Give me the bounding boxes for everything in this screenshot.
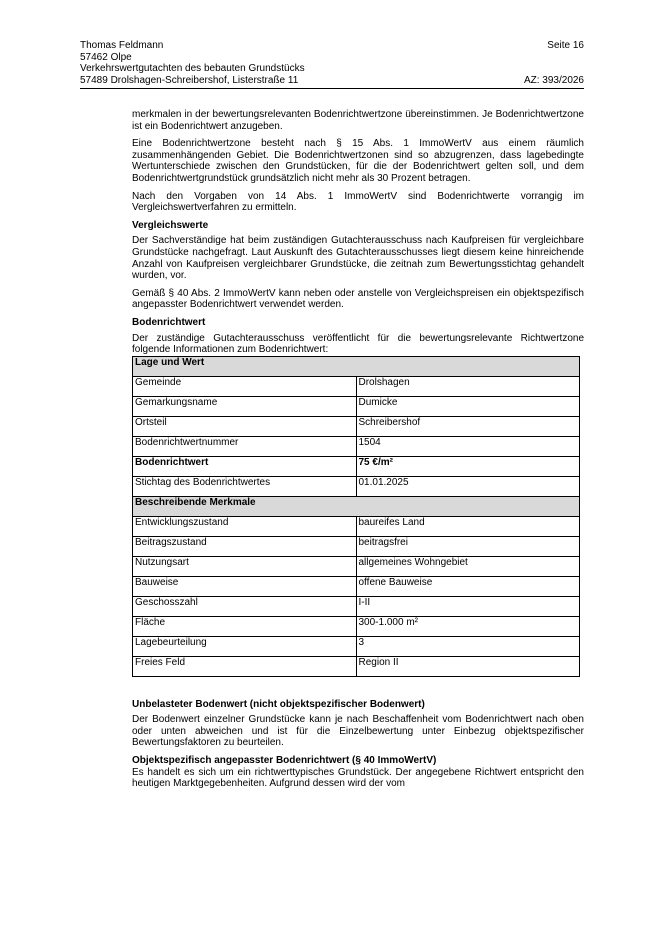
row-label: Entwicklungszustand bbox=[133, 516, 357, 536]
table-row bbox=[133, 576, 580, 596]
table-row bbox=[133, 456, 580, 476]
page-content bbox=[132, 109, 584, 796]
paragraph-8: Es handelt es sich um ein richtwerttypisches Grundstück. Der angegebene Richtwert entspricht den heutigen Marktgegebenheiten. Aufgrund dessen wird der vom bbox=[132, 766, 584, 790]
bodenrichtwert-table bbox=[132, 356, 580, 677]
row-label: Bodenrichtwertnummer bbox=[133, 436, 357, 456]
header-row-4 bbox=[80, 75, 584, 87]
table-row bbox=[133, 516, 580, 536]
row-label: Lagebeurteilung bbox=[133, 636, 357, 656]
row-value: I-II bbox=[356, 596, 580, 616]
row-value: 75 €/m² bbox=[356, 456, 580, 476]
section-label: Beschreibende Merkmale bbox=[133, 496, 580, 516]
row-value: beitragsfrei bbox=[356, 536, 580, 556]
paragraph-3: Nach den Vorgaben von 14 Abs. 1 ImmoWertV sind Bodenrichtwerte vorrangig im Vergleichswertverfahren zu ermitteln. bbox=[132, 190, 584, 214]
row-label: Freies Feld bbox=[133, 656, 357, 676]
author-city: 57462 Olpe bbox=[80, 51, 132, 63]
report-subject: Verkehrswertgutachten des bebauten Grundstücks bbox=[80, 63, 305, 74]
section-label: Lage und Wert bbox=[133, 356, 580, 376]
row-value: Region II bbox=[356, 656, 580, 676]
table-row bbox=[133, 656, 580, 676]
row-label: Gemeinde bbox=[133, 376, 357, 396]
table-row bbox=[133, 636, 580, 656]
paragraph-5: Gemäß § 40 Abs. 2 ImmoWertV kann neben oder anstelle von Vergleichspreisen ein objektspezifisch angepasster Bodenrichtwert verwendet werden. bbox=[132, 287, 584, 311]
heading-objektspezifisch: Objektspezifisch angepasster Bodenrichtwert (§ 40 ImmoWertV) bbox=[132, 755, 437, 767]
table-row bbox=[133, 396, 580, 416]
paragraph-2: Eine Bodenrichtwertzone besteht nach § 15 Abs. 1 ImmoWertV aus einem räumlich zusammenhängenden Gebiet. Die Bodenrichtwertzonen sind so abzugrenzen, dass lagebedingte Wertunterschiede zwischen den Grundstücken, für die der Bodenrichtwert gelten soll, und dem Bodenrichtwertgrundstück grundsätzlich nicht mehr als 30 Prozent betragen. bbox=[132, 138, 584, 184]
row-value: Dumicke bbox=[356, 396, 580, 416]
row-label: Beitragszustand bbox=[133, 536, 357, 556]
heading-bodenrichtwert: Bodenrichtwert bbox=[132, 316, 206, 328]
author-name: Thomas Feldmann bbox=[80, 40, 164, 51]
row-value: 1504 bbox=[356, 436, 580, 456]
table-row bbox=[133, 416, 580, 436]
row-label: Gemarkungsname bbox=[133, 396, 357, 416]
row-label: Fläche bbox=[133, 616, 357, 636]
table-section-lage bbox=[133, 356, 580, 376]
paragraph-7: Der Bodenwert einzelner Grundstücke kann je nach Beschaffenheit vom Bodenrichtwert nach oben oder unten abweichen und ist für die Einzelbewertung unter Einbezug objektspezifischer Bewertungsfaktoren zu beurteilen. bbox=[132, 714, 584, 749]
file-reference: AZ: 393/2026 bbox=[523, 74, 584, 86]
table-section-merkmale bbox=[133, 496, 580, 516]
page-header bbox=[80, 40, 584, 86]
table-row bbox=[133, 616, 580, 636]
row-value: offene Bauweise bbox=[356, 576, 580, 596]
paragraph-1: merkmalen in der bewertungsrelevanten Bodenrichtwertzone übereinstimmen. Je Bodenrichtwertzone ist ein Bodenrichtwert anzugeben. bbox=[132, 109, 584, 132]
table-row bbox=[133, 536, 580, 556]
heading-vergleichswerte: Vergleichswerte bbox=[132, 219, 209, 231]
row-label: Stichtag des Bodenrichtwertes bbox=[133, 476, 357, 496]
header-row-1 bbox=[80, 40, 584, 52]
row-value: 3 bbox=[356, 636, 580, 656]
row-value: allgemeines Wohngebiet bbox=[356, 556, 580, 576]
row-label: Bodenrichtwert bbox=[133, 456, 357, 476]
row-value: 300-1.000 m² bbox=[356, 616, 580, 636]
page-number: Seite 16 bbox=[547, 40, 584, 51]
row-value: Drolshagen bbox=[356, 376, 580, 396]
heading-unbelasteter-bodenwert: Unbelasteter Bodenwert (nicht objektspezifischer Bodenwert) bbox=[132, 698, 425, 710]
header-divider bbox=[80, 88, 584, 89]
row-value: baureifes Land bbox=[356, 516, 580, 536]
table-row bbox=[133, 476, 580, 496]
table-row bbox=[133, 596, 580, 616]
paragraph-6: Der zuständige Gutachterausschuss veröffentlicht für die bewertungsrelevante Richtwertzone folgende Informationen zum Bodenrichtwert: bbox=[132, 332, 584, 356]
table-row bbox=[133, 376, 580, 396]
row-value: Schreibershof bbox=[356, 416, 580, 436]
paragraph-4: Der Sachverständige hat beim zuständigen Gutachterausschuss nach Kaufpreisen für vergleichbare Grundstücke nachgefragt. Laut Auskunft des Gutachterausschusses liegt diesem keine hinreichende Anzahl von Kaufpreisen vergleichbarer Grundstücke, die zeitnah zum Bewertungsstichtag gehandelt wurden, vor. bbox=[132, 235, 584, 282]
bodenrichtwert-table-body bbox=[133, 356, 580, 676]
row-label: Nutzungsart bbox=[133, 556, 357, 576]
table-row bbox=[133, 556, 580, 576]
row-value: 01.01.2025 bbox=[356, 476, 580, 496]
row-label: Ortsteil bbox=[133, 416, 357, 436]
table-row bbox=[133, 436, 580, 456]
row-label: Geschosszahl bbox=[133, 596, 357, 616]
row-label: Bauweise bbox=[133, 576, 357, 596]
property-address: 57489 Drolshagen-Schreibershof, Listerstraße 11 bbox=[80, 74, 299, 86]
